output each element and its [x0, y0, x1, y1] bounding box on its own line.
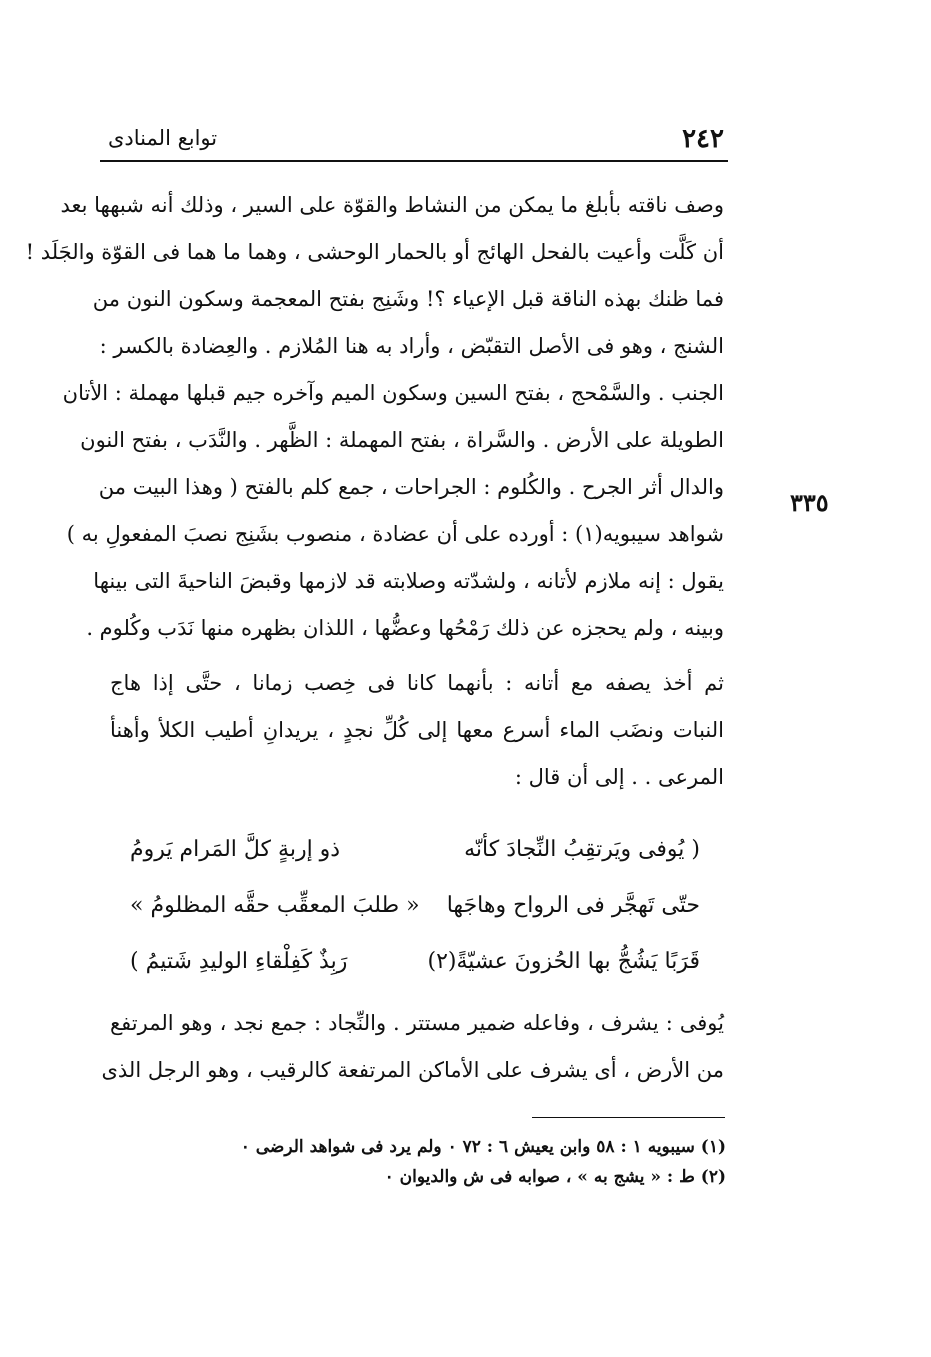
text-line: المرعى . . إلى أن قال :: [514, 765, 724, 789]
verse-second-hemistich: رَبِذٌ كَفِلْقاءِ الوليدِ شَتيمُ ): [130, 949, 348, 974]
verse-line: [130, 934, 700, 990]
body-text: [25, 182, 724, 801]
header-rule: [100, 160, 728, 162]
text-line: وبينه ، ولم يحجزه عن ذلك رَمْحُها وعضُّها ، اللذان بظهره منها نَدَب وكُلوم .: [86, 616, 724, 640]
footnote: (٢) ط : « يشج به » ، صوابه فى ش والديوان ٠: [384, 1167, 726, 1187]
text-line: شواهد سيبويه(١) : أورده على أن عضادة ، منصوب بشَنِج نصبَ المفعولِ به ): [66, 522, 724, 546]
text-line: أن كَلَّت وأعيت بالفحل الهائج أو بالحمار الوحشى ، وهما ما هما فى القوّة والجَلَد !: [25, 240, 724, 264]
verse-block: [130, 822, 700, 990]
text-line: النبات ونضَب الماء أسرع معها إلى كُلِّ نجدٍ ، يريدانِ أطيب الكلأ وأهنأ: [110, 718, 724, 742]
footnote: (١) سيبويه ١ : ٥٨ وابن يعيش ٦ : ٧٢ ٠ ولم يرد فى شواهد الرضى ٠: [240, 1137, 726, 1157]
text-line: الطويلة على الأرض . والسَّراة ، بفتح المهملة : الظَّهر . والنَّدَب ، بفتح النون: [80, 428, 724, 452]
footnotes: [110, 1132, 726, 1192]
verse-first-hemistich: قَرَبًا يَشُجُّ بها الحُزونَ عشيّةً(٢): [427, 949, 700, 974]
text-line: الجنب . والسَّمْحج ، بفتح السين وسكون الميم وآخره جيم قبلها مهملة : الأتان: [62, 381, 724, 405]
text-line: فما ظنك بهذه الناقة قبل الإعياء ؟! وشَنِج بفتح المعجمة وسكون النون من: [92, 287, 724, 311]
text-line: يقول : إنه ملازم لأتانه ، ولشدّته وصلابته قد لازمها وقبضَ الناحيةَ التى بينها: [93, 569, 724, 593]
text-line: من الأرض ، أى يشرف على الأماكن المرتفعة كالرقيب ، وهو الرجل الذى: [101, 1058, 724, 1082]
page-number: ٢٤٢: [682, 124, 724, 154]
verse-line: [130, 878, 700, 934]
verse-first-hemistich: ( يُوفى ويَرتقِبُ النِّجادَ كأنّه: [464, 837, 700, 862]
page-header: [108, 118, 724, 158]
footnote-rule: [532, 1117, 725, 1118]
text-line: الشنج ، وهو فى الأصل التقبّض ، وأراد به هنا المُلازم . والعِضادة بالكسر :: [99, 334, 724, 358]
text-line: وصف ناقته بأبلغ ما يمكن من النشاط والقوّة على السير ، وذلك أنه شبهها بعد: [60, 193, 724, 217]
text-line: والدال أثر الجرح . والكُلوم : الجراحات ، جمع كلم بالفتح ( وهذا البيت من: [98, 475, 724, 499]
verse-line: [130, 822, 700, 878]
verse-second-hemistich: ذو إربةٍ كلَّ المَرام يَرومُ: [130, 837, 341, 862]
margin-number: ٣٣٥: [790, 488, 829, 517]
verse-first-hemistich: حتّى تَهجَّر فى الرواح وهاجَها: [446, 893, 700, 918]
verse-second-hemistich: « طلبَ المعقِّب حقَّه المظلومُ »: [130, 893, 420, 918]
text-line: يُوفى : يشرف ، وفاعله ضمير مستتر . والنِّجاد : جمع نجد ، وهو المرتفع: [110, 1011, 724, 1035]
text-line: ثم أخذ يصفه مع أتانه : بأنهما كانا فى خِصب زمانا ، حتَّى إذا هاج: [110, 671, 724, 695]
running-title: توابع المنادى: [108, 126, 218, 150]
gloss-text: [101, 1000, 724, 1094]
